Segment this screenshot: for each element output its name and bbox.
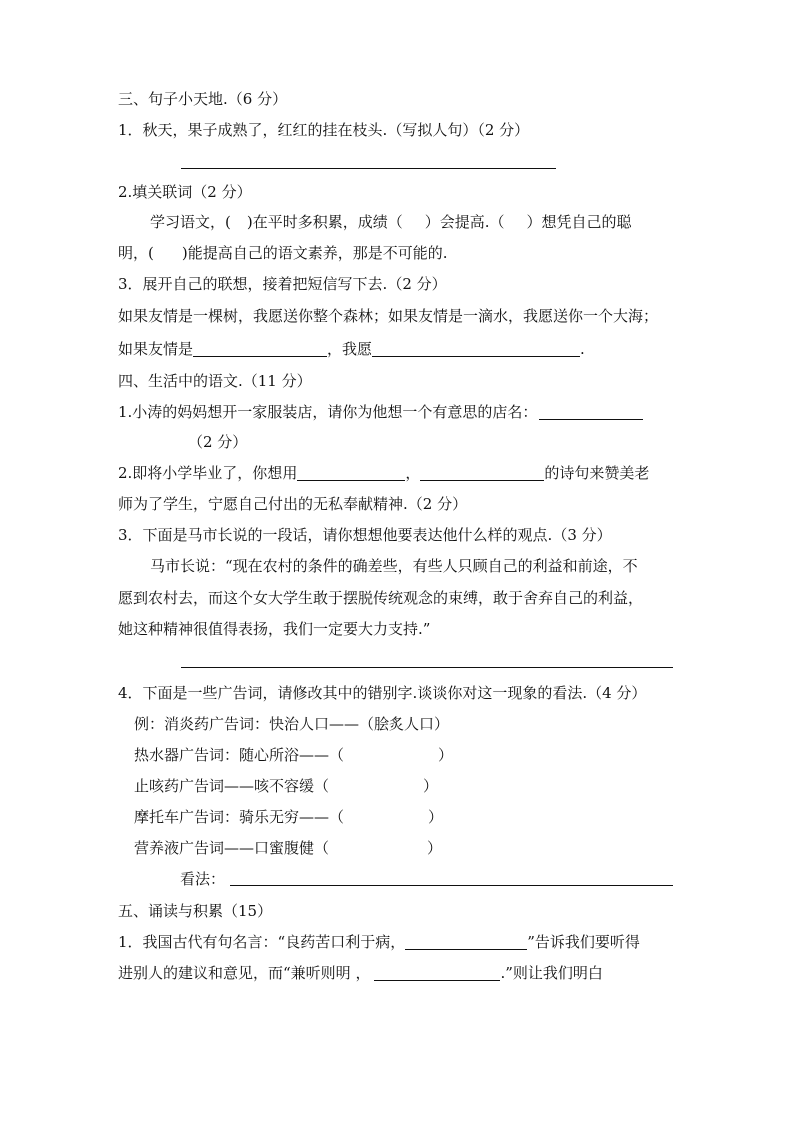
s5-question-1-line-1 [118,932,640,952]
section-4-heading: 四、生活中的语文.（11 分） [118,372,312,390]
q3-text-c: . [580,340,585,358]
s4-question-4-title: 4．下面是一些广告词，请修改其中的错别字.谈谈你对这一现象的看法.（4 分） [118,684,647,702]
q2-text-c: ）会提高.（ [424,213,505,231]
s3-question-2-line-1 [150,212,632,232]
ad-nutrition [134,838,442,858]
ad3-text: 摩托车广告词：骑乐无穷——（ [134,808,345,826]
q2-text-b: )在平时多积累，成绩（ [246,213,403,231]
ad4-text: 营养液广告词——口蜜腹健（ [134,839,330,857]
ad3-close: ） [428,808,444,826]
view-label: 看法： [180,870,226,888]
s4-question-3-title: 3．下面是马市长说的一段话，请你想想他要表达他什么样的观点.（3 分） [118,526,612,544]
s3-question-2-title: 2.填关联词（2 分） [118,183,252,201]
s3-question-3-line-2 [118,339,585,359]
s4-q2-text-a: 2.即将小学毕业了，你想用 [118,464,298,482]
blank-poem-2[interactable] [420,464,544,481]
s4-q2-text-c: 的诗句来赞美老 [544,464,650,482]
s5-q1-text-a: 1．我国古代有句名言：“良药苦口利于病， [118,933,406,951]
ad-example: 例：消炎药广告词：快治人口——（脍炙人口） [134,715,450,733]
view-answer-line [230,885,673,886]
ad-motorcycle [134,807,443,827]
q2-text-f: )能提高自己的语文素养，那是不可能的. [181,244,448,262]
s4-question-1-score: （2 分） [188,433,248,451]
s5-q1-text-c: 进别人的建议和意见，而“兼听则明 ， [118,964,371,982]
q3-text-a: 如果友情是 [118,340,194,358]
blank-shop-name[interactable] [539,403,643,420]
s3-question-3-title: 3．展开自己的联想，接着把短信写下去.（2 分） [118,275,447,293]
ad1-close: ） [438,746,454,764]
ad-cough-medicine [134,776,438,796]
s5-q1-text-d: .”则让我们明白 [500,964,603,982]
s4-question-2-line-2: 师为了学生，宁愿自己付出的无私奉献精神.（2 分） [118,495,468,513]
blank-wish[interactable] [372,340,580,357]
ad-water-heater [134,745,453,765]
ad2-close: ） [423,777,439,795]
ad4-close: ） [427,839,443,857]
s4-q3-answer-line [181,667,673,668]
section-3-heading: 三、句子小天地.（6 分） [118,90,288,108]
ad1-text: 热水器广告词：随心所浴——（ [134,746,345,764]
s3-q1-answer-line [181,168,556,169]
s4-q2-text-b: ， [405,464,421,482]
s4-q1-text: 1.小涛的妈妈想开一家服装店，请你为他想一个有意思的店名： [118,403,538,421]
s4-quote-line-2: 愿到农村去，而这个女大学生敢于摆脱传统观念的束缚，敢于舍弃自己的利益， [118,589,644,607]
ad2-text: 止咳药广告词——咳不容缓（ [134,777,330,795]
q2-text-d: ）想凭自己的聪 [526,213,632,231]
q2-text-a: 学习语文，( [150,213,231,231]
q2-text-e: 明，( [118,244,154,262]
blank-proverb-2[interactable] [374,964,500,981]
blank-poem-1[interactable] [297,464,405,481]
blank-proverb-1[interactable] [405,933,527,950]
s3-question-2-line-2 [118,243,447,263]
blank-friendship[interactable] [193,340,327,357]
s4-quote-line-1: 马市长说：“现在农村的条件的确差些，有些人只顾自己的利益和前途，不 [150,557,638,575]
q3-text-b: ，我愿 [327,340,373,358]
section-5-heading: 五、诵读与积累（15） [118,902,273,920]
s4-question-2-line-1 [118,463,649,483]
s4-quote-line-3: 她这种精神很值得表扬，我们一定要大力支持.” [118,620,431,638]
s5-q1-text-b: ”告诉我们要听得 [527,933,640,951]
s3-question-1: 1．秋天，果子成熟了，红红的挂在枝头.（写拟人句）（2 分） [118,121,530,139]
s5-question-1-line-2 [118,963,603,983]
s3-question-3-line-1: 如果友情是一棵树，我愿送你整个森林；如果友情是一滴水，我愿送你一个大海； [118,307,659,325]
s4-question-1 [118,402,643,422]
